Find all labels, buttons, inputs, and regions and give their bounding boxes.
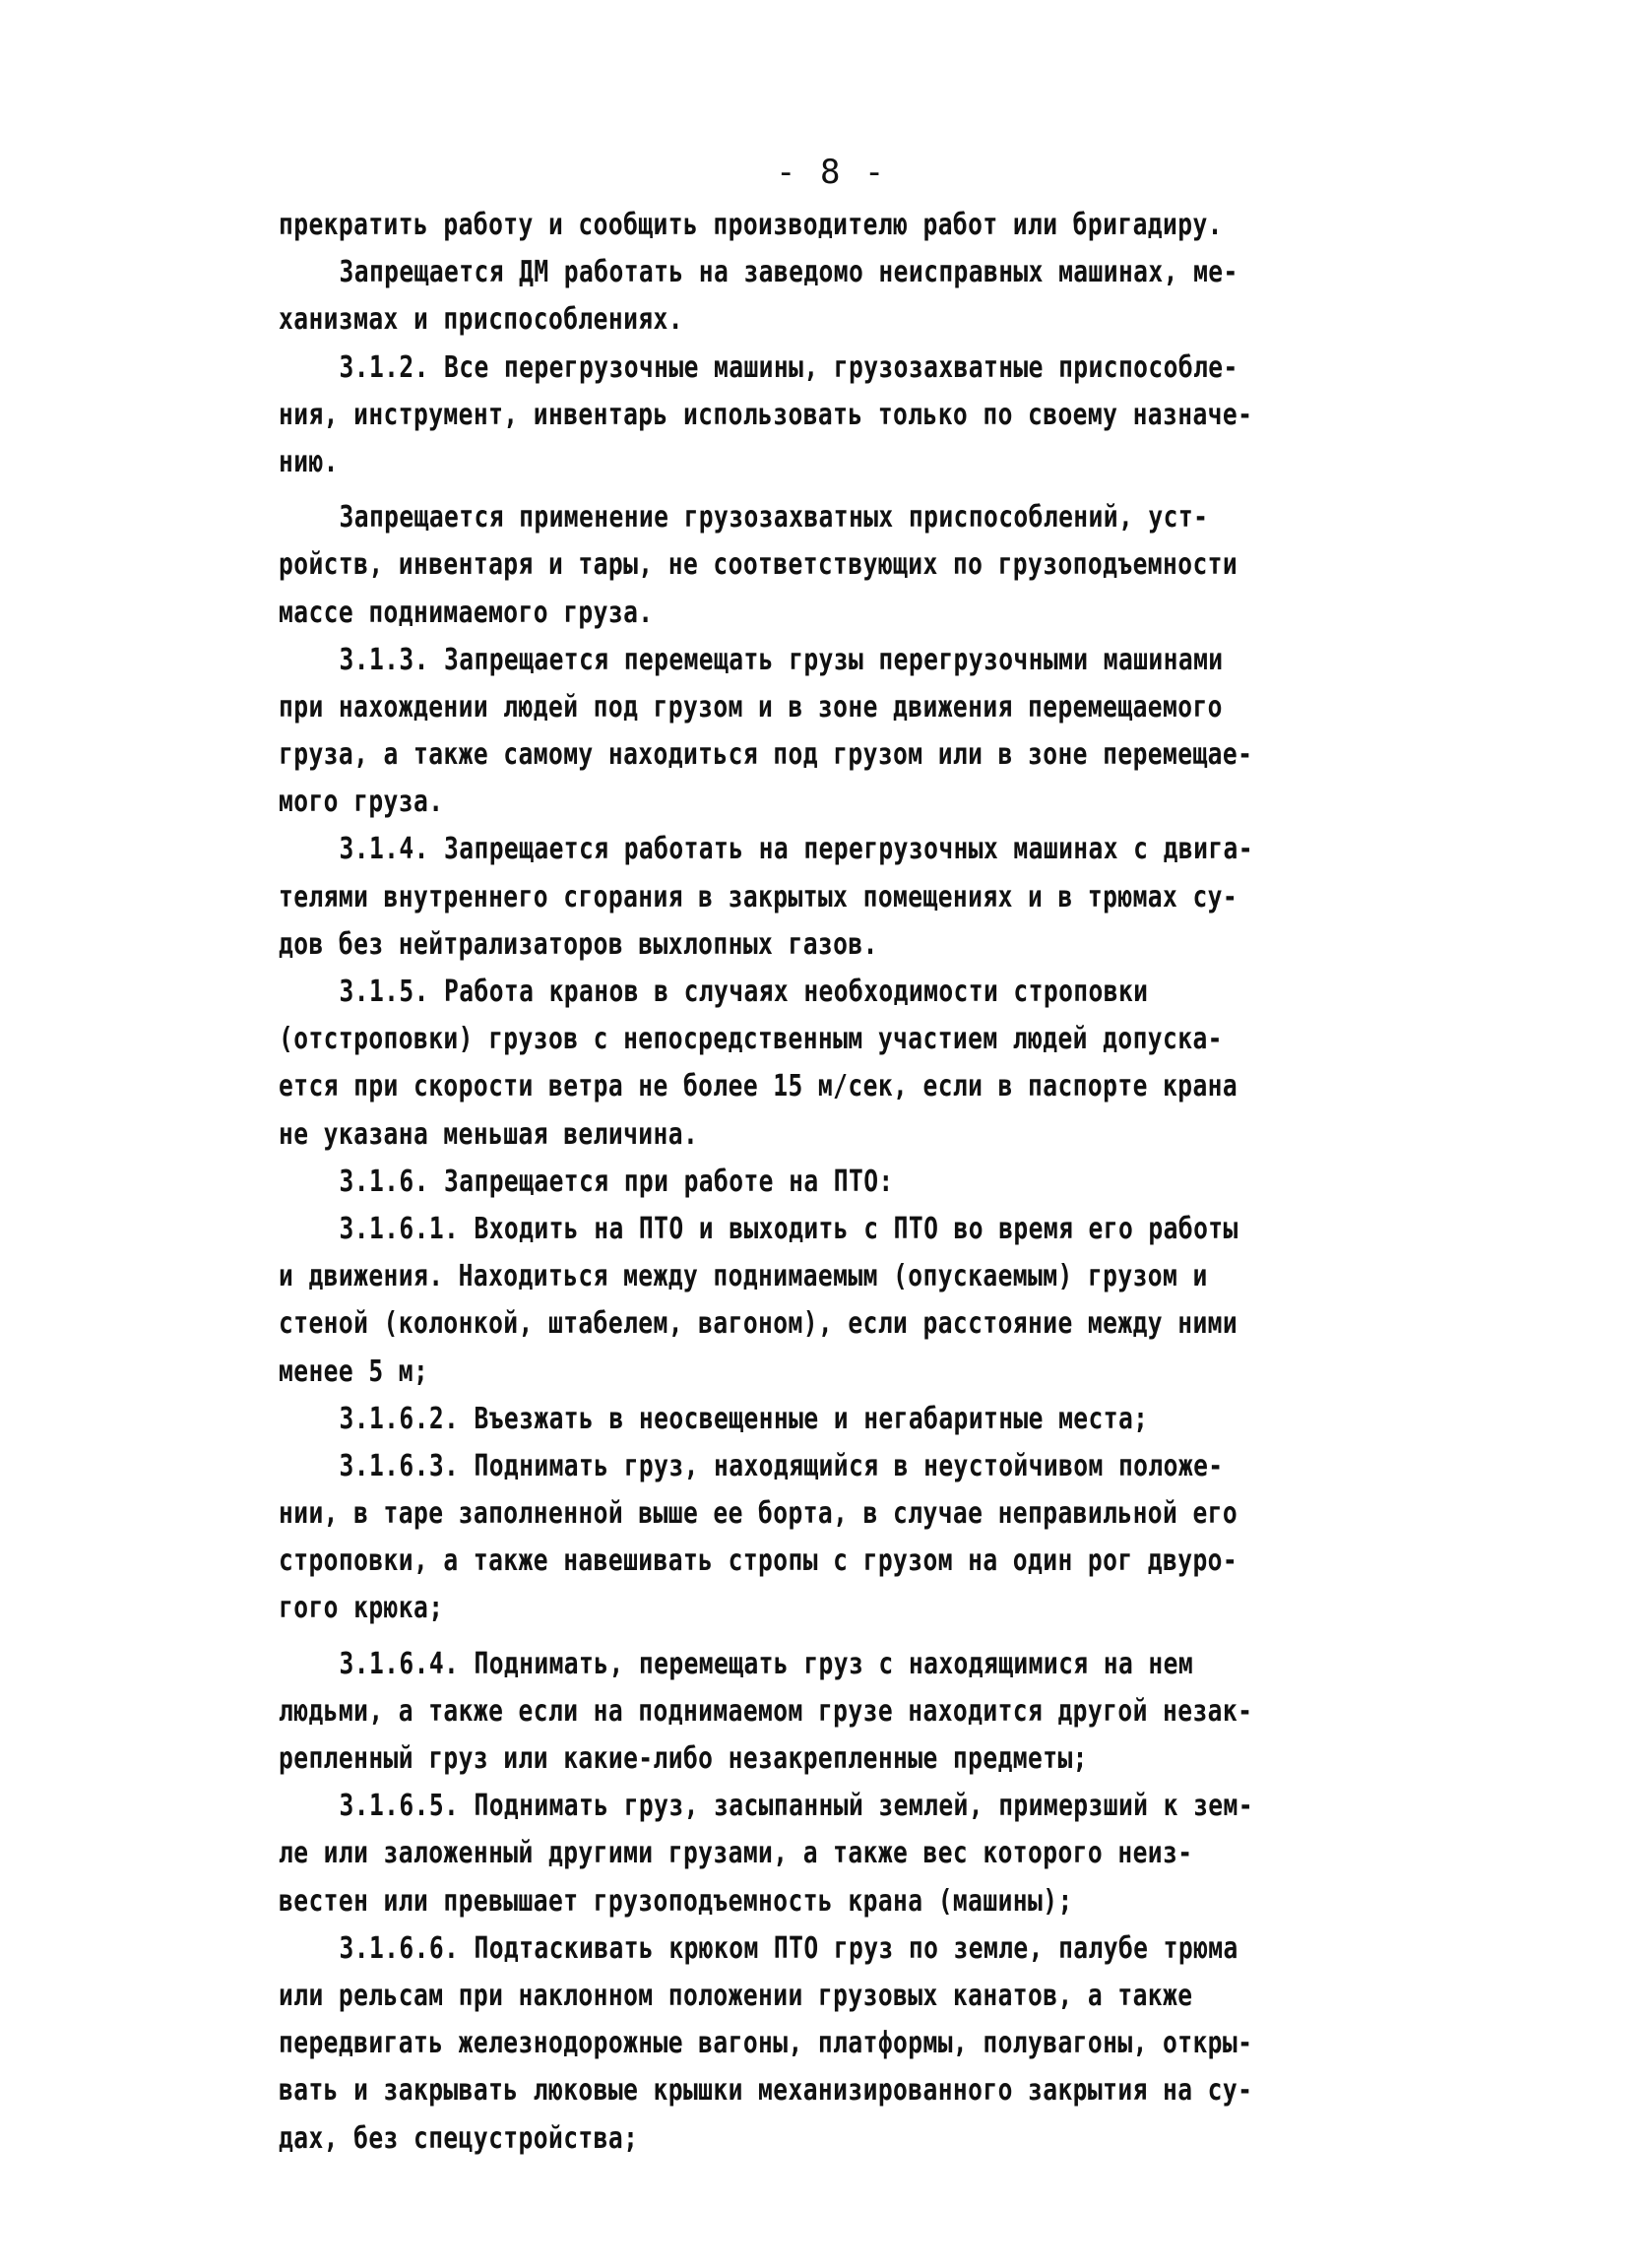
text-line: при нахождении людей под грузом и в зоне движения перемещаемого [279, 689, 1223, 724]
text-line: нии, в таре заполненной выше ее борта, в случае неправильной его [279, 1496, 1238, 1532]
text-line: 3.1.6.2. Въезжать в неосвещенные и негабаритные места; [339, 1401, 1149, 1436]
text-line: гого крюка; [279, 1591, 444, 1626]
text-line: и движения. Находиться между поднимаемым (опускаемым) грузом и [279, 1259, 1208, 1294]
text-line: репленный груз или какие-либо незакрепленные предметы; [279, 1741, 1088, 1776]
text-line: 3.1.5. Работа кранов в случаях необходимости строповки [339, 975, 1149, 1009]
text-line: Запрещается применение грузозахватных приспособлений, уст- [339, 500, 1209, 536]
text-line: вать и закрывать люковые крышки механизированного закрытия на су- [279, 2073, 1253, 2109]
text-line: прекратить работу и сообщить производителю работ или бригадиру. [279, 208, 1223, 242]
text-line: 3.1.6.3. Поднимать груз, находящийся в неустойчивом положе- [339, 1448, 1224, 1483]
text-line: или рельсам при наклонном положении грузовых канатов, а также [279, 1978, 1193, 2013]
text-line: ния, инструмент, инвентарь использовать только по своему назначе- [279, 397, 1253, 432]
text-line: мого груза. [279, 785, 444, 820]
text-line: людьми, а также если на поднимаемом грузе находится другой незак- [279, 1693, 1253, 1729]
text-line: груза, а также самому находиться под грузом или в зоне перемещае- [279, 737, 1253, 773]
text-line: ле или заложенный другими грузами, а также вес которого неиз- [279, 1836, 1193, 1871]
text-line: ройств, инвентаря и тары, не соответствующих по грузоподъемности [279, 547, 1238, 583]
text-line: дах, без спецустройства; [279, 2120, 639, 2156]
text-line: дов без нейтрализаторов выхлопных газов. [279, 926, 878, 962]
text-line: нию. [279, 444, 339, 479]
text-line: Запрещается ДМ работать на заведомо неисправных машинах, ме- [339, 255, 1238, 290]
text-line: ханизмах и приспособлениях. [279, 302, 683, 338]
text-line: ется при скорости ветра не более 15 м/сек, если в паспорте крана [279, 1069, 1238, 1104]
text-line: вестен или превышает грузоподъемность крана (машины); [279, 1883, 1073, 1919]
body-text [279, 202, 1421, 2163]
text-line: 3.1.6. Запрещается при работе на ПТО: [339, 1164, 894, 1199]
text-line: 3.1.6.1. Входить на ПТО и выходить с ПТО во время его работы [339, 1211, 1238, 1246]
text-line: строповки, а также навешивать стропы с грузом на один рог двуро- [279, 1544, 1238, 1579]
text-line: 3.1.6.6. Подтаскивать крюком ПТО груз по земле, палубе трюма [339, 1930, 1238, 1966]
text-line: передвигать железнодорожные вагоны, платформы, полувагоны, откры- [279, 2026, 1253, 2061]
text-line: телями внутреннего сгорания в закрытых помещениях и в трюмах су- [279, 879, 1238, 914]
text-line: массе поднимаемого груза. [279, 595, 654, 630]
text-line: 3.1.2. Все перегрузочные машины, грузозахватные приспособле- [339, 349, 1238, 385]
text-line: менее 5 м; [279, 1354, 429, 1389]
text-line: 3.1.3. Запрещается перемещать грузы перегрузочными машинами [339, 642, 1224, 677]
text-line: 3.1.4. Запрещается работать на перегрузочных машинах с двига- [339, 832, 1253, 867]
text-line: 3.1.6.4. Поднимать, перемещать груз с находящимися на нем [339, 1646, 1194, 1681]
page-number: - 8 - [776, 153, 887, 192]
text-line: 3.1.6.5. Поднимать груз, засыпанный землей, примерзший к зем- [339, 1789, 1253, 1824]
text-line: не указана меньшая величина. [279, 1116, 699, 1152]
text-line: (отстроповки) грузов с непосредственным участием людей допуска- [279, 1022, 1223, 1057]
text-line: стеной (колонкой, штабелем, вагоном), если расстояние между ними [279, 1306, 1238, 1342]
